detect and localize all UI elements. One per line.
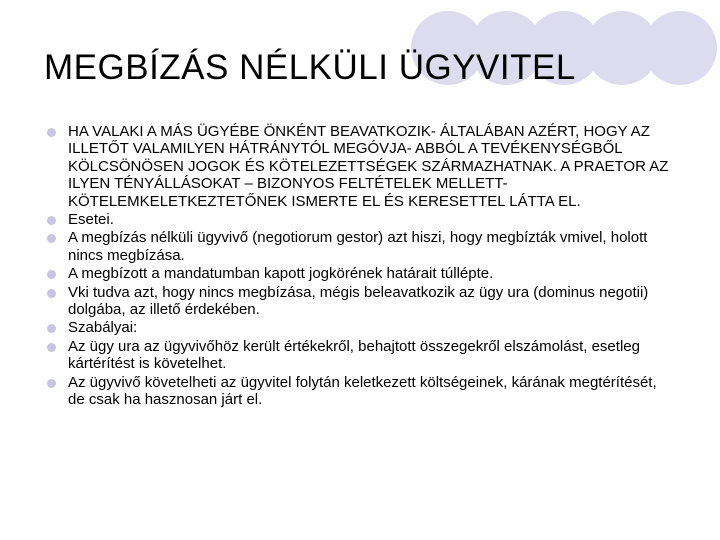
bullet-text: HA VALAKI A MÁS ÜGYÉBE ÖNKÉNT BEAVATKOZIK- ÁLTALÁBAN AZÉRT, HOGY AZ ILLETŐT VALAMILYEN HÁTRÁNYTÓL MEGÓVJA- ABBÓL A TEVÉKENYSÉGBŐL KÖLCSÖNÖSEN JOGOK ÉS KÖTELEZETTSÉGEK SZÁRMAZHATNAK. A PRAETOR AZ ILYEN TÉNYÁLLÁSOKAT – BIZONYOS FELTÉTELEK MELLETT- KÖTELEMKELETKEZTETŐNEK ISMERTE EL ÉS KERESETTEL LÁTTA EL. (68, 123, 669, 210)
bullet-dot-icon (47, 289, 56, 298)
bullet-dot-icon (47, 343, 56, 352)
list-item (47, 123, 677, 210)
list-item (47, 265, 677, 282)
list-item (47, 338, 677, 373)
bullet-dot-icon (47, 234, 56, 243)
list-item (47, 229, 677, 264)
bullet-dot-icon (47, 216, 56, 225)
slide-title: MEGBÍZÁS NÉLKÜLI ÜGYVITEL (44, 48, 576, 87)
bullet-text: A megbízott a mandatumban kapott jogkörének határait túllépte. (68, 265, 494, 283)
bullet-dot-icon (47, 270, 56, 279)
list-item (47, 211, 677, 228)
bullet-dot-icon (47, 324, 56, 333)
bullet-text: Szabályai: (68, 319, 138, 337)
decor-circle (643, 11, 717, 85)
bullet-list (47, 123, 677, 410)
bullet-dot-icon (47, 128, 56, 137)
bullet-dot-icon (47, 379, 56, 388)
list-item (47, 284, 677, 319)
bullet-text: A megbízás nélküli ügyvivő (negotiorum gestor) azt hiszi, hogy megbízták vmivel, holott nincs megbízása. (68, 229, 648, 264)
bullet-text: Az ügyvivő követelheti az ügyvitel folytán keletkezett költségeinek, kárának megtérítését, de csak ha hasznosan járt el. (68, 373, 657, 409)
list-item (47, 374, 677, 409)
bullet-text: Vki tudva azt, hogy nincs megbízása, mégis beleavatkozik az ügy ura (dominus negotii) dolgába, az illető érdekében. (68, 283, 649, 319)
list-item (47, 319, 677, 336)
bullet-text: Esetei. (68, 211, 114, 229)
bullet-text: Az ügy ura az ügyvivőhöz került értékekről, behajtott összegekről elszámolást, esetleg kártérítést is követelhet. (68, 337, 640, 373)
